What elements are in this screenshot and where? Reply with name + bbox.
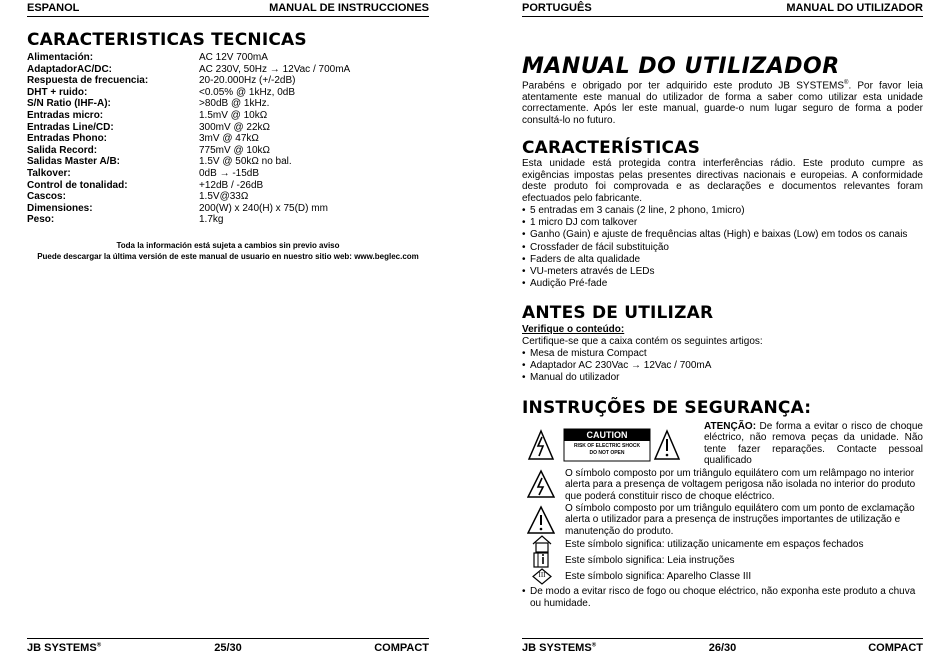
spec-row: Salidas Master A/B: 1.5V @ 50kΩ no bal. — [27, 156, 292, 168]
left-page — [27, 0, 429, 659]
features-list — [522, 205, 907, 290]
list-item: • Ganho (Gain) e ajuste de frequências altas (High) e baixas (Low) em todos os canais — [522, 229, 907, 241]
header-language: ESPANOL — [27, 2, 80, 14]
list-item: • Adaptador AC 230Vac → 12Vac / 700mA — [522, 360, 711, 372]
header-title: MANUAL DE INSTRUCCIONES — [269, 2, 429, 14]
section-title-specs: CARACTERISTICAS TECNICAS — [27, 30, 307, 50]
list-item: • De modo a evitar risco de fogo ou choque eléctrico, não exponha este produto a chuva ou humidade. — [522, 586, 923, 609]
list-item: • Mesa de mistura Compact — [522, 348, 711, 360]
spec-table — [27, 52, 429, 226]
header-title: MANUAL DO UTILIZADOR — [786, 2, 923, 14]
spec-row: Control de tonalidad: +12dB / -26dB — [27, 179, 264, 191]
spec-row: Entradas micro: 1.5mV @ 10kΩ — [27, 109, 268, 121]
spec-row: DHT + ruido: <0.05% @ 1kHz, 0dB — [27, 86, 296, 98]
caution-graphic — [527, 425, 697, 465]
class-three-mark: III — [538, 571, 546, 579]
footer-brand: JB SYSTEMS® — [522, 642, 597, 654]
lightning-warning-icon — [527, 469, 555, 504]
exclamation-symbol-text: O símbolo composto por um triângulo equilátero com um ponto de exclamação alerta o utilizador para a presença de instruções importantes de utilização e manutenção do produto. — [565, 503, 915, 537]
disclaimer-line-2: Puede descargar la última versión de este manual de usuario en nuestro sitio web: www.beglec.com — [37, 252, 419, 261]
list-item: • Crossfader de fácil substituição — [522, 242, 907, 254]
header-language: PORTUGUÊS — [522, 2, 592, 14]
features-paragraph: Esta unidade está protegida contra interferências rádio. Este produto cumpre as exigências impostas pelas presentes directivas nacionais e europeias. A conformidade deste produto foi comprovada e as declarações e documentos relevantes foram efectuados pelo fabricante. — [522, 158, 923, 204]
page-header — [27, 2, 429, 17]
footer-model: COMPACT — [374, 642, 429, 654]
intro-paragraph: Parabéns e obrigado por ter adquirido este produto JB SYSTEMS®. Por favor leia atentamente este manual do utilizador de forma a saber como utilizar esta unidade correctamente. Após ler este manual, guarde-o num lugar seguro de forma a poder consultá-lo no futuro. — [522, 80, 923, 126]
spec-row: Entradas Line/CD: 300mV @ 22kΩ — [27, 121, 270, 133]
spec-row: Respuesta de frecuencia: 20-20.000Hz (+/-2dB) — [27, 75, 296, 87]
list-item: • Manual do utilizador — [522, 372, 711, 384]
read-instructions-text: Este símbolo significa: Leia instruções — [565, 555, 735, 566]
manual-title: MANUAL DO UTILIZADOR — [522, 54, 840, 79]
spec-row: Peso: 1.7kg — [27, 214, 224, 226]
section-title-features: CARACTERÍSTICAS — [522, 138, 701, 158]
footer-page-number: 26/30 — [708, 642, 737, 654]
caution-warning-line-1: RISK OF ELECTRIC SHOCK — [573, 443, 641, 449]
list-item: • 5 entradas em 3 canais (2 line, 2 phono, 1micro) — [522, 205, 907, 217]
list-item: • Audição Pré-fade — [522, 278, 907, 290]
footer-brand: JB SYSTEMS® — [27, 642, 102, 654]
page-header — [522, 2, 923, 17]
disclaimer-line-1: Toda la información está sujeta a cambios sin previo aviso — [116, 241, 340, 250]
list-item: • 1 micro DJ com talkover — [522, 217, 907, 229]
class-three-text: Este símbolo significa: Aparelho Classe III — [565, 571, 752, 582]
section-title-before-use: ANTES DE UTILIZAR — [522, 303, 714, 323]
contents-list — [522, 348, 711, 385]
lightning-symbol-text: O símbolo composto por um triângulo equilátero com um relâmpago no interior alerta para a presença de voltagem perigosa não isolada no interior do produto que poderá constituir risco de choque eléctrico. — [565, 468, 916, 502]
page-footer — [27, 638, 429, 655]
caution-label: CAUTION — [586, 430, 628, 440]
attention-text: ATENÇÃO: De forma a evitar o risco de choque eléctrico, não remova peças da unidade. Não tente fazer reparações. Contacte pessoal qualificado — [704, 421, 923, 467]
list-item: • Faders de alta qualidade — [522, 254, 907, 266]
right-page — [522, 0, 923, 659]
spec-row: Alimentación: AC 12V 700mA — [27, 52, 268, 63]
caution-warning-line-2: DO NOT OPEN — [589, 450, 625, 456]
safety-list — [522, 586, 923, 609]
check-contents-text: Certifique-se que a caixa contém os seguintes artigos: — [522, 336, 763, 347]
section-title-safety: INSTRUÇÕES DE SEGURANÇA: — [522, 398, 812, 418]
spec-row: Dimensiones: 200(W) x 240(H) x 75(D) mm — [27, 202, 328, 214]
spec-row: Entradas Phono: 3mV @ 47kΩ — [27, 133, 259, 145]
spec-row: AdaptadorAC/DC: AC 230V, 50Hz → 12Vac / 700mA — [27, 63, 351, 75]
spec-row: Salida Record: 775mV @ 10kΩ — [27, 144, 270, 156]
disclaimer-note — [27, 240, 429, 262]
footer-page-number: 25/30 — [214, 642, 242, 654]
list-item: • VU-meters através de LEDs — [522, 266, 907, 278]
check-contents-subtitle: Verifique o conteúdo: — [522, 324, 625, 335]
spec-row: Cascos: 1.5V@33Ω — [27, 191, 249, 203]
spec-row: S/N Ratio (IHF-A): >80dB @ 1kHz. — [27, 98, 270, 110]
footer-model: COMPACT — [868, 642, 923, 654]
page-footer — [522, 638, 923, 655]
indoor-symbol-text: Este símbolo significa: utilização unicamente em espaços fechados — [565, 539, 864, 550]
spec-row: Talkover: 0dB → -15dB — [27, 167, 260, 179]
